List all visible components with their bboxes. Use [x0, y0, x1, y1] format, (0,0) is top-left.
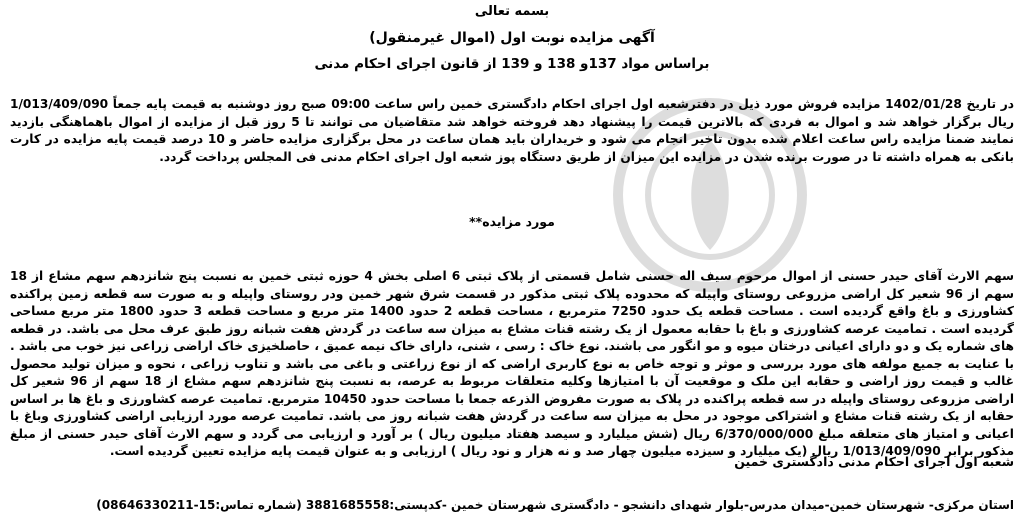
notice-title: آگهی مزایده نوبت اول (اموال غیرمنقول) — [369, 30, 655, 46]
address-line: استان مرکزی- شهرستان خمین-میدان مدرس-بلوار شهدای دانشجو - دادگستری شهرستان خمین -کدپستی:3881685558 (شماره تماس:15-08646330211) — [96, 498, 1014, 512]
legal-basis-line: براساس مواد 137و 138 و 139 از قانون اجرای احکام مدنی — [314, 56, 710, 72]
section-title: مورد مزایده** — [469, 214, 555, 229]
office-name: شعبه اول اجرای احکام مدنی دادگستری خمین — [734, 454, 1014, 469]
intro-paragraph: در تاریخ 1402/01/28 مزایده فروش مورد ذیل در دفترشعبه اول اجرای احکام دادگستری خمین راس ساعت 09:00 صبح روز دوشنبه به قیمت پایه جمعاً 1/013/409/090 ریال برگزار خواهد شد و اموال به فردی که بالاترین قیمت را پیشنهاد دهد فروخته خواهد شد متقاضیان می توانند تا 5 روز قبل از مزایده از اموال باهماهنگی بازدید نمایند ضمنا مزایده راس ساعت اعلام شده بدون تاخیر انجام می شود و خریداران باید همان ساعت در محل برگزاری مزایده حاضر و 10 درصد قیمت پایه مزایده در کارت بانکی به همراه داشته تا در صورت برنده شدن در مزایده این میزان از طریق دستگاه پوز شعبه اول اجرای احکام مدنی فی المجلس پرداخت گردد. — [10, 97, 1015, 164]
item-description-paragraph: سهم الارث آقای حیدر حسنی از اموال مرحوم سیف اله حسنی شامل قسمتی از پلاک ثبتی 6 اصلی بخش 4 حوزه ثبتی خمین به نسبت پنج شانزدهم سهم مشاع از 18 سهم از 96 شعیر کل اراضی مزروعی روستای واپیله که محدوده پلاک ثبتی مذکور در قسمت شرق شهر خمین ودر روستای واپیله و به صورت سه قطعه زمین پراکنده کشاورزی و باغ واقع گردیده است . مساحت قطعه یک حدود 7250 مترمربع ، مساحت قطعه 2 حدود 1400 متر مربع و مساحت قطعه 3 حدود 1800 متر مربع مساحی گردیده است . تمامیت عرصه کشاورزی و باغ با حقابه معمول از یک رشته قنات مشاع به میزان سه ساعت در گردش هفت شبانه روز طبق عرف محل می باشد. در قطعه های شماره یک و دو دارای اعیانی درختان میوه و مو انگور می باشند. نوع خاک : رسی ، شنی، دارای خاک نیمه عمیق ، حاصلخیزی خاک اراضی زراعی نیز خوب می باشد . با عنایت به جمیع مولفه های مورد بررسی و موثر و توجه خاص به نوع کاربری اراضی که از نوع زراعتی و باغی می باشد و تناوب زراعی ، نحوه و میزان تولید محصول غالب و قیمت روز اراضی و حقابه این ملک و موقعیت آن با امتیازها وکلیه متعلقات مربوط به عرصه، به نسبت پنج شانزدهم سهم مشاع از 18 سهم از 96 شعیر کل اراضی مزروعی روستای واپیله در سه قطعه پراکنده در پلاک به صورت مفروض الذرعه جمعا با مساحت حدود 10450 مترمربع. تمامیت عرصه کشاورزی و باغ ها بر اساس حقابه از یک رشته قنات مشاع و اشتراکی موجود در محل به میزان سه ساعت در گردش هفت شبانه روز می باشد. تمامیت عرصه مورد ارزیابی اراضی کشاورزی وباغ با اعیانی و امتیاز های متعلقه مبلغ 6/370/000/000 ریال (شش میلیارد و سیصد هفتاد میلیون ریال ) بر آورد و ارزیابی می گردد و سهم الارث آقای حیدر حسنی از مبلغ مذکور برابر 1/013/409/090 ریال (یک میلیارد و سیزده میلیون چهار صد و نه هزار و نود ریال ) ارزیابی و به عنوان قیمت پایه مزایده تعیین گردیده است. — [10, 269, 1015, 458]
invocation-line: بسمه تعالی — [474, 4, 550, 19]
